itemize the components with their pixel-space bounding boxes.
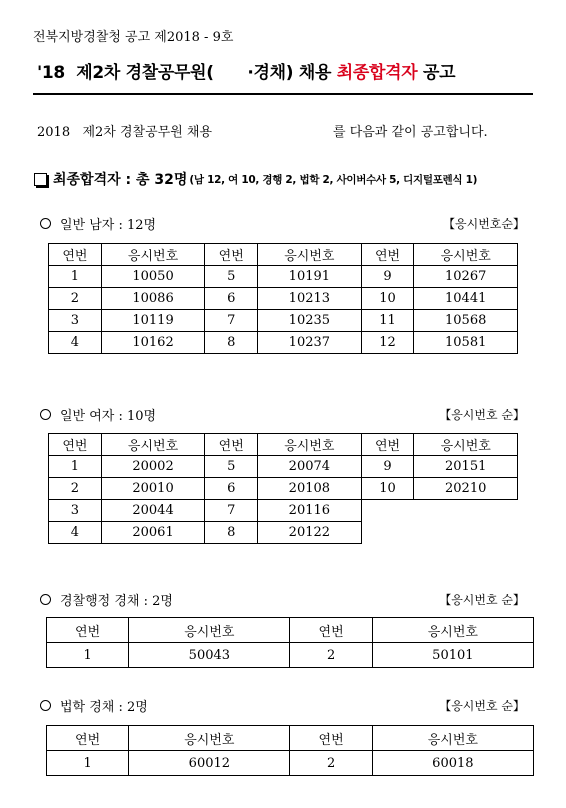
table-cell: 7	[205, 500, 258, 522]
table-cell: 20151	[414, 456, 518, 478]
circle-bullet-icon	[40, 594, 51, 605]
table-cell: 10568	[414, 310, 518, 332]
table-cell: 1	[47, 643, 129, 668]
empty-cell	[361, 500, 414, 522]
header-cell: 응시번호	[258, 244, 362, 266]
circle-bullet-icon	[40, 218, 51, 229]
table-row	[49, 478, 518, 500]
table-cell: 8	[205, 522, 258, 544]
table-cell: 4	[49, 522, 102, 544]
results-table	[46, 725, 534, 776]
table-cell: 1	[47, 751, 129, 776]
table-cell: 60018	[372, 751, 533, 776]
table-cell: 50101	[372, 643, 533, 668]
table-header-row	[49, 434, 518, 456]
section-heading	[40, 696, 525, 715]
table-row	[49, 288, 518, 310]
title-rule	[33, 93, 533, 95]
intro-left: 2018 제2차 경찰공무원 채용	[37, 125, 213, 140]
table-cell: 2	[49, 288, 102, 310]
header-cell: 연번	[361, 434, 414, 456]
sort-order-note: 【응시번호 순】	[439, 593, 525, 607]
table-cell: 10	[361, 288, 414, 310]
table-cell: 2	[290, 751, 372, 776]
header-cell: 연번	[205, 434, 258, 456]
header-cell: 응시번호	[414, 434, 518, 456]
results-table	[46, 617, 534, 668]
table-cell: 10581	[414, 332, 518, 354]
header-cell: 연번	[290, 726, 372, 751]
header-cell: 응시번호	[129, 618, 290, 643]
table-cell: 10441	[414, 288, 518, 310]
header-cell: 연번	[49, 244, 102, 266]
header-cell: 연번	[49, 434, 102, 456]
table-cell: 10191	[258, 266, 362, 288]
table-cell: 10086	[101, 288, 205, 310]
table-cell: 6	[205, 288, 258, 310]
page-title	[37, 58, 455, 83]
summary-line	[34, 169, 477, 189]
table-cell: 1	[49, 266, 102, 288]
header-cell: 연번	[205, 244, 258, 266]
section-heading	[40, 405, 525, 424]
table-cell: 10213	[258, 288, 362, 310]
table-cell: 3	[49, 310, 102, 332]
header-cell: 응시번호	[258, 434, 362, 456]
table-header-row	[47, 618, 534, 643]
empty-cell	[361, 522, 414, 544]
table-cell: 4	[49, 332, 102, 354]
table-header-row	[47, 726, 534, 751]
table-cell: 10235	[258, 310, 362, 332]
section-heading	[40, 590, 525, 609]
table-cell: 20122	[258, 522, 362, 544]
table-cell: 20116	[258, 500, 362, 522]
results-table	[48, 433, 518, 544]
section-title: 법학 경채 : 2명	[60, 700, 148, 715]
table-cell: 9	[361, 266, 414, 288]
section-heading	[40, 214, 525, 233]
header-cell: 연번	[361, 244, 414, 266]
table-cell: 9	[361, 456, 414, 478]
table-cell: 20108	[258, 478, 362, 500]
title-prefix: '18 제2차 경찰공무원( ·경채) 채용	[37, 63, 337, 83]
header-cell: 응시번호	[372, 726, 533, 751]
table-row	[47, 751, 534, 776]
table-cell: 6	[205, 478, 258, 500]
table-cell: 3	[49, 500, 102, 522]
table-cell: 60012	[129, 751, 290, 776]
header-cell: 응시번호	[129, 726, 290, 751]
table-cell: 5	[205, 456, 258, 478]
table-row	[49, 310, 518, 332]
section-title: 경찰행정 경채 : 2명	[60, 594, 173, 609]
header-cell: 연번	[47, 726, 129, 751]
table-row	[49, 522, 518, 544]
table-cell: 10	[361, 478, 414, 500]
header-cell: 연번	[47, 618, 129, 643]
table-cell: 7	[205, 310, 258, 332]
table-cell: 20074	[258, 456, 362, 478]
table-row	[49, 500, 518, 522]
table-cell: 1	[49, 456, 102, 478]
section-title: 일반 남자 : 12명	[60, 218, 157, 233]
table-cell: 20010	[101, 478, 205, 500]
section-title: 일반 여자 : 10명	[60, 409, 157, 424]
results-table	[48, 243, 518, 354]
header-cell: 응시번호	[101, 434, 205, 456]
table-cell: 10050	[101, 266, 205, 288]
table-cell: 20002	[101, 456, 205, 478]
title-suffix: 공고	[417, 63, 456, 83]
header-cell: 연번	[290, 618, 372, 643]
title-accent: 최종합격자	[336, 63, 418, 83]
table-cell: 20061	[101, 522, 205, 544]
sort-order-note: 【응시번호 순】	[439, 408, 525, 422]
sort-order-note: 【응시번호 순】	[439, 699, 525, 713]
header-cell: 응시번호	[414, 244, 518, 266]
table-cell: 11	[361, 310, 414, 332]
checkbox-icon	[34, 173, 47, 186]
table-cell: 20044	[101, 500, 205, 522]
table-cell: 8	[205, 332, 258, 354]
table-cell: 10162	[101, 332, 205, 354]
table-cell: 5	[205, 266, 258, 288]
sort-order-note: 【응시번호순】	[443, 217, 525, 231]
table-row	[47, 643, 534, 668]
table-row	[49, 266, 518, 288]
empty-cell	[414, 522, 518, 544]
table-cell: 10237	[258, 332, 362, 354]
empty-cell	[414, 500, 518, 522]
table-cell: 12	[361, 332, 414, 354]
announcement-number: 전북지방경찰청 공고 제2018 - 9호	[33, 30, 234, 45]
circle-bullet-icon	[40, 700, 51, 711]
table-cell: 10267	[414, 266, 518, 288]
summary-main: 최종합격자 : 총 32명	[53, 172, 188, 188]
table-row	[49, 332, 518, 354]
summary-detail: (남 12, 여 10, 경행 2, 법학 2, 사이버수사 5, 디지털포렌식 1)	[189, 173, 478, 186]
table-row	[49, 456, 518, 478]
table-cell: 50043	[129, 643, 290, 668]
table-cell: 2	[49, 478, 102, 500]
circle-bullet-icon	[40, 409, 51, 420]
table-cell: 20210	[414, 478, 518, 500]
header-cell: 응시번호	[372, 618, 533, 643]
intro-right: 를 다음과 같이 공고합니다.	[333, 125, 488, 140]
table-header-row	[49, 244, 518, 266]
table-cell: 10119	[101, 310, 205, 332]
table-cell: 2	[290, 643, 372, 668]
header-cell: 응시번호	[101, 244, 205, 266]
intro-text	[37, 121, 532, 140]
